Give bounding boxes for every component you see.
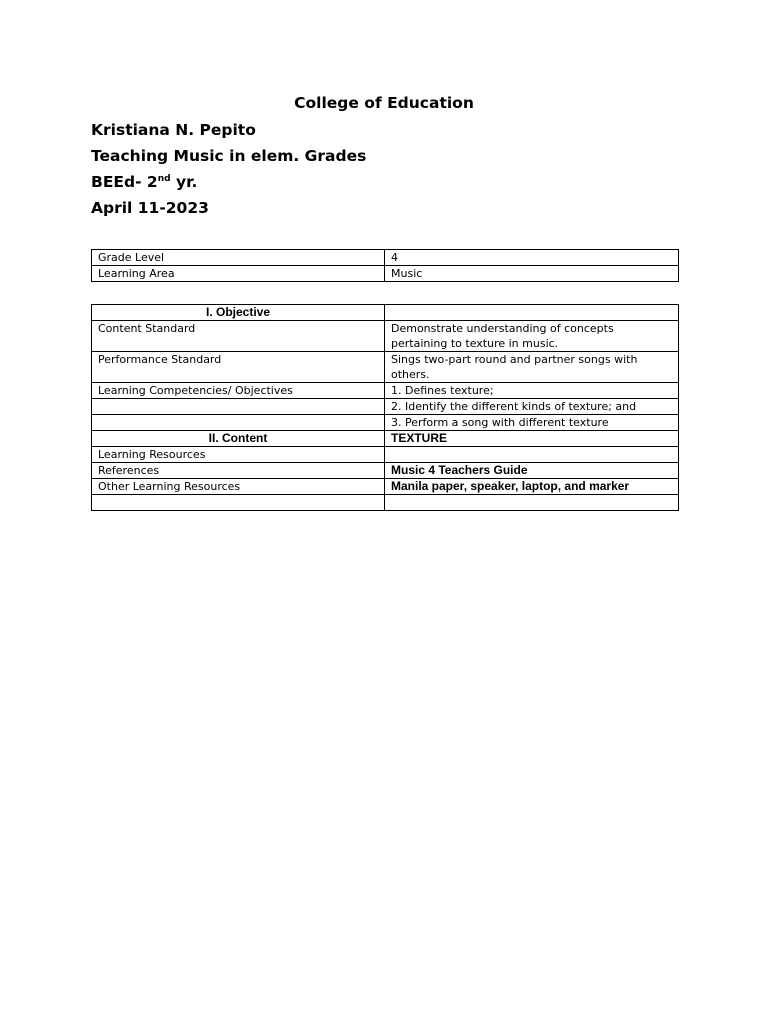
grade-level-label: Grade Level <box>92 250 385 266</box>
learning-resources-label: Learning Resources <box>92 447 385 463</box>
document-date: April 11-2023 <box>91 199 209 217</box>
year-suffix: yr. <box>170 173 198 191</box>
competencies-blank <box>92 399 385 415</box>
references-label: References <box>92 463 385 479</box>
competency-item: 3. Perform a song with different texture <box>385 415 679 431</box>
competency-item: 2. Identify the different kinds of texture; and <box>385 399 679 415</box>
year-level <box>91 172 197 192</box>
info-table <box>91 249 679 282</box>
year-prefix: BEEd- 2 <box>91 173 158 191</box>
table-row <box>92 495 679 511</box>
content-standard-value: Demonstrate understanding of concepts pertaining to texture in music. <box>385 321 679 352</box>
competencies-blank <box>92 415 385 431</box>
references-value: Music 4 Teachers Guide <box>385 463 679 479</box>
learning-area-label: Learning Area <box>92 266 385 282</box>
college-title: College of Education <box>294 94 474 112</box>
table-row <box>92 250 679 266</box>
grade-level-value: 4 <box>385 250 679 266</box>
learning-area-value: Music <box>385 266 679 282</box>
other-resources-label: Other Learning Resources <box>92 479 385 495</box>
table-row <box>92 383 679 399</box>
objective-heading-blank <box>385 305 679 321</box>
other-resources-value: Manila paper, speaker, laptop, and marker <box>385 479 679 495</box>
table-row <box>92 463 679 479</box>
performance-standard-value: Sings two-part round and partner songs with others. <box>385 352 679 383</box>
content-heading: II. Content <box>92 431 385 447</box>
empty-cell <box>92 495 385 511</box>
learning-resources-value <box>385 447 679 463</box>
table-row <box>92 479 679 495</box>
table-row <box>92 447 679 463</box>
table-row <box>92 431 679 447</box>
student-name: Kristiana N. Pepito <box>91 121 256 139</box>
empty-cell <box>385 495 679 511</box>
content-value: TEXTURE <box>385 431 679 447</box>
table-row <box>92 321 679 352</box>
table-row <box>92 305 679 321</box>
table-row <box>92 266 679 282</box>
table-row <box>92 415 679 431</box>
table-row <box>92 399 679 415</box>
competency-item: 1. Defines texture; <box>385 383 679 399</box>
performance-standard-label: Performance Standard <box>92 352 385 383</box>
table-row <box>92 352 679 383</box>
competencies-label: Learning Competencies/ Objectives <box>92 383 385 399</box>
lesson-plan-table <box>91 304 679 511</box>
year-superscript: nd <box>157 173 171 184</box>
course-title: Teaching Music in elem. Grades <box>91 147 367 165</box>
content-standard-label: Content Standard <box>92 321 385 352</box>
objective-heading: I. Objective <box>92 305 385 321</box>
